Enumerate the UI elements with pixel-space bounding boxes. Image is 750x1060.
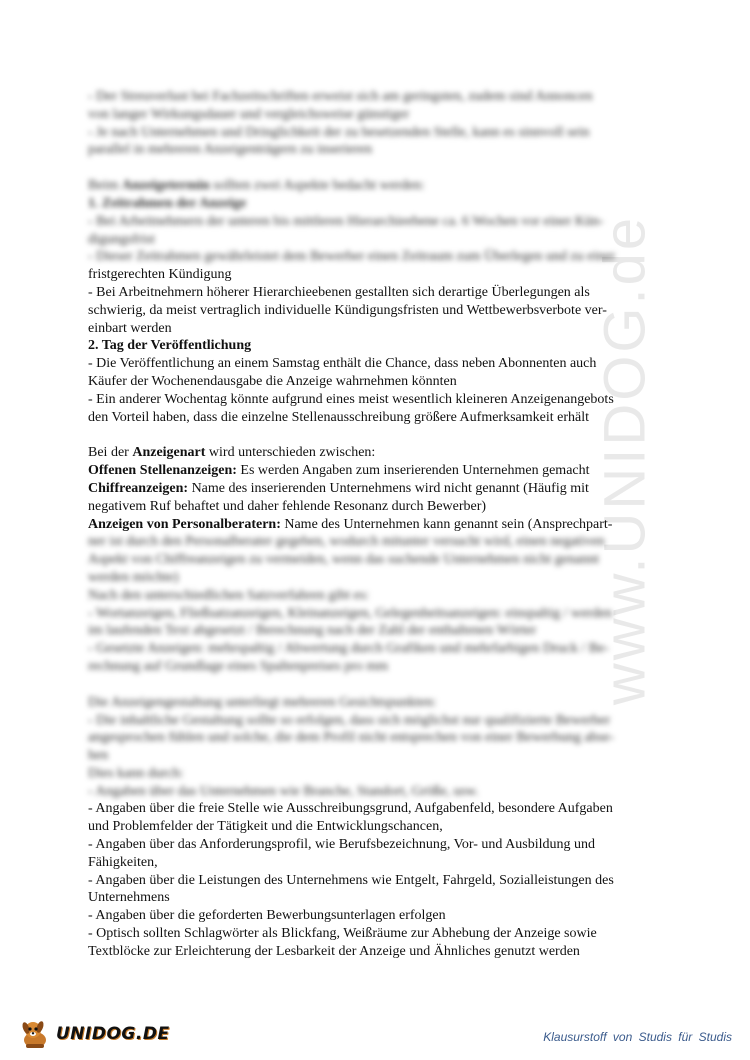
- blurred-section-bottom: [88, 533, 660, 800]
- text-line: - Bei Arbeitnehmern höherer Hierarchieebenen gestallten sich derartige Überlegungen als: [88, 284, 590, 300]
- item-chiffreanzeigen: Chiffreanzeigen: Name des inserierenden Unternehmens wird nicht genannt (Häufig mit: [88, 480, 589, 496]
- text-line: werden möchte): [88, 569, 179, 585]
- blurred-section-top: [88, 88, 660, 266]
- text-line: - Der Streuverlust bei Fachzeitschriften erweist sich am geringsten, zudem sind Annoncen: [88, 89, 593, 104]
- text-line: - Angaben über die geforderten Bewerbungsunterlagen erfolgen: [88, 908, 446, 924]
- visible-section-1: [88, 266, 660, 533]
- text-line: - Angaben über das Anforderungsprofil, wie Berufsbezeichnung, Vor- und Ausbildung und: [88, 837, 596, 853]
- text-line: - Angaben über die freie Stelle wie Ausschreibungsgrund, Aufgabenfeld, besondere Aufgaben: [88, 801, 613, 817]
- text-line: - Je nach Unternehmen und Dringlichkeit der zu besetzenden Stelle, kann es sinnvoll sein: [88, 124, 590, 140]
- heading-zeitrahmen: 1. Zeitrahmen der Anzeige: [88, 195, 247, 211]
- text-line: Die Anzeigengestaltung unterliegt mehreren Gesichtspunkten:: [88, 694, 437, 710]
- text-line: negativem Ruf behaftet und daher fehlende Resonanz durch Bewerber): [88, 498, 487, 514]
- text-line: Käufer der Wochenendausgabe die Anzeige wahrnehmen könnten: [88, 373, 457, 389]
- text-line: im laufenden Text abgesetzt / Berechnung nach der Zahl der enthaltenen Wörter: [88, 623, 537, 639]
- termin-intro: Beim Anzeigetermin sollten zwei Aspekte bedacht werden:: [88, 178, 425, 194]
- text-line: angesprochen fühlen und solche, die dem Profil nicht entsprechen von einer Bewerbung abse-: [88, 730, 614, 746]
- text-line: rechnung auf Grundlage eines Spaltenpreises pro mm: [88, 658, 389, 674]
- anzeigenart-intro: Bei der Anzeigenart wird unterschieden zwischen:: [88, 445, 376, 461]
- text-line: und Problemfelder der Tätigkeit und die Entwicklungschancen,: [88, 819, 443, 835]
- text-line: - Die inhaltliche Gestaltung sollte so erfolgen, dass sich möglichst nur qualifizierte Bewerber: [88, 712, 611, 728]
- text-line: fristgerechten Kündigung: [88, 267, 232, 283]
- item-personalberater: Anzeigen von Personalberatern: Name des Unternehmen kann genannt sein (Ansprechpart-: [88, 516, 613, 532]
- heading-veroeffentlichung: 2. Tag der Veröffentlichung: [88, 338, 252, 354]
- text-line: - Gesetzte Anzeigen: mehrspaltig / Abwertung durch Grafiken und mehrfarbigen Druck / Be-: [88, 641, 609, 657]
- text-line: Unternehmens: [88, 890, 170, 906]
- document-body: [88, 88, 660, 961]
- text-line: einbart werden: [88, 320, 172, 336]
- watermark-text: www.UNIDOG.de: [592, 214, 658, 706]
- dog-icon: [18, 1018, 52, 1050]
- text-line: hen: [88, 748, 109, 764]
- text-line: - Dieser Zeitrahmen gewährleistet dem Bewerber einen Zeitraum zum Überlegen und zu einer: [88, 249, 616, 265]
- footer-slogan: Klausurstoff von Studis für Studis: [543, 1030, 732, 1044]
- item-offene-stellenanzeigen: Offenen Stellenanzeigen: Es werden Angaben zum inserierenden Unternehmen gemacht: [88, 463, 590, 479]
- text-line: ner ist durch den Personalberater gegeben, wodurch mitunter versucht wird, einen negativen: [88, 534, 605, 550]
- text-line: Dies kann durch:: [88, 765, 184, 781]
- text-line: Textblöcke zur Erleichterung der Lesbarkeit der Anzeige und Ähnliches genutzt werden: [88, 943, 580, 959]
- text-line: - Wortanzeigen, Fließsatzanzeigen, Kleinanzeigen, Gelegenheitsanzeigen: einspaltig / werden: [88, 605, 613, 621]
- text-line: Nach den unterschiedlichen Satzverfahren gibt es:: [88, 587, 370, 603]
- text-line: - Die Veröffentlichung an einem Samstag enthält die Chance, dass neben Abonnenten auch: [88, 356, 597, 372]
- text-line: schwierig, da meist vertraglich individuelle Kündigungsfristen und Wettbewerbsverbote ver-: [88, 302, 607, 318]
- visible-section-3: [88, 800, 660, 960]
- logo-text: UNIDOG.DE: [56, 1024, 170, 1044]
- text-line: von langer Wirkungsdauer und vergleichsweise günstiger: [88, 106, 410, 122]
- text-line: parallel in mehreren Anzeigenträgern zu inserieren: [88, 142, 373, 158]
- text-line: Aspekt von Chiffreanzeigen zu vermeiden, wenn das suchende Unternehmen nicht genannt: [88, 552, 599, 568]
- text-line: - Angaben über die Leistungen des Unternehmens wie Entgelt, Fahrgeld, Sozialleistungen des: [88, 872, 614, 888]
- text-line: - Optisch sollten Schlagwörter als Blickfang, Weißräume zur Abhebung der Anzeige sowie: [88, 926, 597, 942]
- text-line: den Vorteil haben, dass die einzelne Stellenausschreibung größere Aufmerksamkeit erhält: [88, 409, 589, 425]
- text-line: - Ein anderer Wochentag könnte aufgrund eines meist wesentlich kleineren Anzeigenangebots: [88, 391, 614, 407]
- unidog-logo[interactable]: [18, 1018, 170, 1050]
- text-line: - Bei Arbeitnehmern der unteren bis mittleren Hierarchieebene ca. 6 Wochen vor einer Kün-: [88, 213, 604, 229]
- text-line: digungsfrist: [88, 231, 155, 247]
- text-line: Fähigkeiten,: [88, 854, 158, 870]
- text-line: - Angaben über das Unternehmen wie Branche, Standort, Größe, usw.: [88, 783, 479, 799]
